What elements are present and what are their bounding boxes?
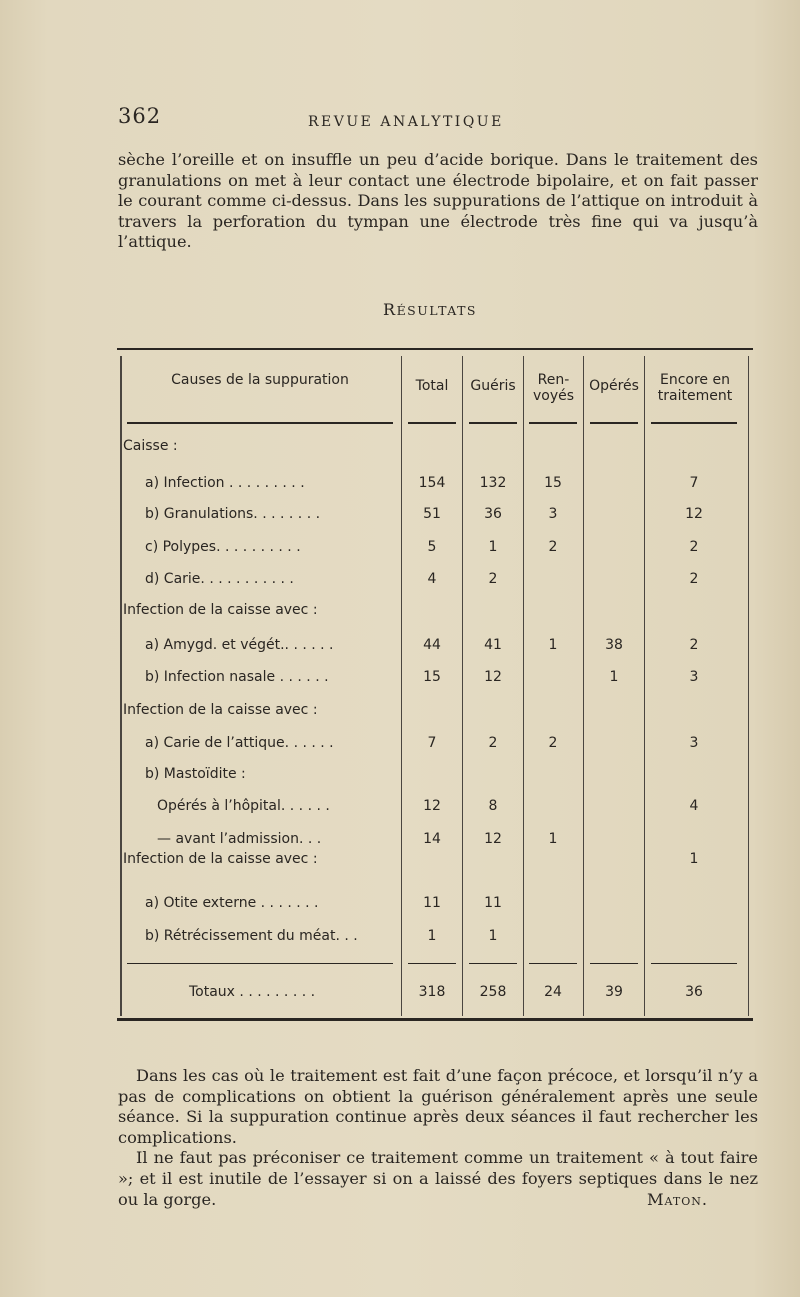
table-cell-total: 154	[418, 475, 446, 491]
header-encore-line1: Encore en	[660, 372, 730, 388]
table-row-label: a) Amygd. et végét.. . . . . .	[145, 637, 334, 653]
table-cell-total: 1	[427, 928, 437, 944]
table-cell-gueris: 36	[484, 506, 502, 522]
table-row-label: b) Mastoïdite :	[145, 766, 246, 782]
totals-rule	[651, 963, 737, 964]
totals-rule	[127, 963, 393, 964]
table-cell-renvoyes: 15	[544, 475, 562, 491]
table-cell-encore: 2	[689, 637, 699, 653]
table-right-border	[748, 356, 750, 1016]
table-cell-encore: 12	[685, 506, 703, 522]
table-row-label: c) Polypes. . . . . . . . . .	[145, 539, 301, 555]
table-row-label: — avant l’admission. . .	[157, 831, 322, 847]
results-table	[117, 348, 753, 1024]
closing-paragraph-2-text: Il ne faut pas préconiser ce traitement comme un traitement « à tout faire »; et il est inutile de l’essayer si on a laissé des foyers septiques dans le nez ou la gorge.	[118, 1148, 758, 1209]
header-underline	[590, 422, 638, 424]
totals-renvoyes: 24	[544, 984, 562, 1000]
header-renvoyes	[524, 372, 583, 404]
header-underline	[127, 422, 393, 424]
table-cell-renvoyes: 3	[548, 506, 558, 522]
table-cell-total: 4	[427, 571, 437, 587]
table-row-label: a) Otite externe . . . . . . .	[145, 895, 319, 911]
table-row-label: b) Rétrécissement du méat. . .	[145, 928, 358, 944]
table-cell-encore: 2	[689, 571, 699, 587]
header-encore-line2: traitement	[657, 388, 733, 404]
totals-rule	[529, 963, 577, 964]
table-cell-gueris: 132	[479, 475, 507, 491]
table-row-label: Opérés à l’hôpital. . . . . .	[157, 798, 330, 814]
totals-rule	[590, 963, 638, 964]
intro-paragraph	[118, 150, 758, 253]
column-divider	[583, 356, 584, 1016]
section-title-rest: ÉSULTATS	[396, 303, 477, 318]
running-title: REVUE ANALYTIQUE	[308, 114, 504, 130]
totals-rule	[408, 963, 456, 964]
totals-rule	[469, 963, 517, 964]
intro-text: sèche l’oreille et on insuffle un peu d’acide borique. Dans le traitement des granulations on met à leur contact une électrode bipolaire, et on fait passer le courant comme ci-dessus. Dans les suppurations de l’attique on introduit à travers la perforation du tympan une électrode très fine qui va jusqu’à l’attique.	[118, 150, 758, 252]
table-cell-gueris: 8	[488, 798, 498, 814]
header-underline	[469, 422, 517, 424]
table-cell-operes: 38	[605, 637, 623, 653]
closing-section	[118, 1066, 758, 1210]
totals-total: 318	[418, 984, 446, 1000]
table-row-label: d) Carie. . . . . . . . . . .	[145, 571, 294, 587]
table-cell-gueris: 12	[484, 831, 502, 847]
table-cell-renvoyes: 1	[548, 637, 558, 653]
totals-operes: 39	[605, 984, 623, 1000]
table-row-label: b) Granulations. . . . . . . .	[145, 506, 321, 522]
table-cell-gueris: 11	[484, 895, 502, 911]
table-left-border	[120, 356, 122, 1016]
page-header	[118, 104, 748, 134]
table-cell-encore: 7	[689, 475, 699, 491]
totals-gueris: 258	[479, 984, 507, 1000]
header-gueris: Guéris	[470, 378, 516, 394]
table-row-label: Caisse :	[123, 438, 178, 454]
header-underline	[529, 422, 577, 424]
section-title-initial: R	[383, 300, 397, 319]
table-row-label: Infection de la caisse avec :	[123, 702, 318, 718]
author-signature: Maton.	[646, 1189, 708, 1209]
header-renvoyes-line2: voyés	[532, 388, 575, 404]
table-cell-encore: 2	[689, 539, 699, 555]
table-cell-encore: 3	[689, 669, 699, 685]
table-top-rule	[117, 348, 753, 350]
table-cell-gueris: 2	[488, 735, 498, 751]
table-cell-total: 51	[423, 506, 441, 522]
closing-paragraph-1: Dans les cas où le traitement est fait d’une façon précoce, et lorsqu’il n’y a pas de complications on obtient la guérison généralement après une seule séance. Si la suppuration continue après deux séances il faut rechercher les complications.	[118, 1066, 758, 1147]
column-divider	[462, 356, 463, 1016]
table-cell-operes: 1	[609, 669, 619, 685]
table-row-label: a) Carie de l’attique. . . . . .	[145, 735, 334, 751]
totals-encore: 36	[685, 984, 703, 1000]
table-cell-total: 11	[423, 895, 441, 911]
closing-paragraph-2	[118, 1148, 758, 1210]
table-cell-total: 5	[427, 539, 437, 555]
header-underline	[651, 422, 737, 424]
table-cell-total: 7	[427, 735, 437, 751]
header-underline	[408, 422, 456, 424]
column-divider	[644, 356, 645, 1016]
table-cell-encore: 4	[689, 798, 699, 814]
table-cell-gueris: 1	[488, 928, 498, 944]
table-row-label: a) Infection . . . . . . . . .	[145, 475, 305, 491]
header-renvoyes-line1: Ren-	[537, 372, 570, 388]
table-row-label: b) Infection nasale . . . . . .	[145, 669, 329, 685]
column-divider	[523, 356, 524, 1016]
table-cell-renvoyes: 2	[548, 735, 558, 751]
table-row-label: Infection de la caisse avec :	[123, 851, 318, 867]
table-cell-gueris: 41	[484, 637, 502, 653]
table-cell-gueris: 2	[488, 571, 498, 587]
header-total: Total	[415, 378, 449, 394]
table-cell-renvoyes: 1	[548, 831, 558, 847]
table-cell-renvoyes: 2	[548, 539, 558, 555]
table-cell-gueris: 12	[484, 669, 502, 685]
header-operes: Opérés	[589, 378, 639, 394]
table-row-label: Infection de la caisse avec :	[123, 602, 318, 618]
table-bottom-rule	[117, 1018, 753, 1021]
header-causes: Causes de la suppuration	[171, 372, 349, 388]
column-divider	[401, 356, 402, 1016]
table-cell-total: 12	[423, 798, 441, 814]
header-encore	[645, 372, 745, 404]
totals-label: Totaux . . . . . . . . .	[189, 984, 316, 1000]
table-cell-encore: 1	[689, 851, 699, 867]
page-number: 362	[118, 104, 162, 128]
table-cell-gueris: 1	[488, 539, 498, 555]
table-cell-encore: 3	[689, 735, 699, 751]
section-title	[0, 300, 800, 319]
table-cell-total: 44	[423, 637, 441, 653]
table-cell-total: 15	[423, 669, 441, 685]
table-cell-total: 14	[423, 831, 441, 847]
